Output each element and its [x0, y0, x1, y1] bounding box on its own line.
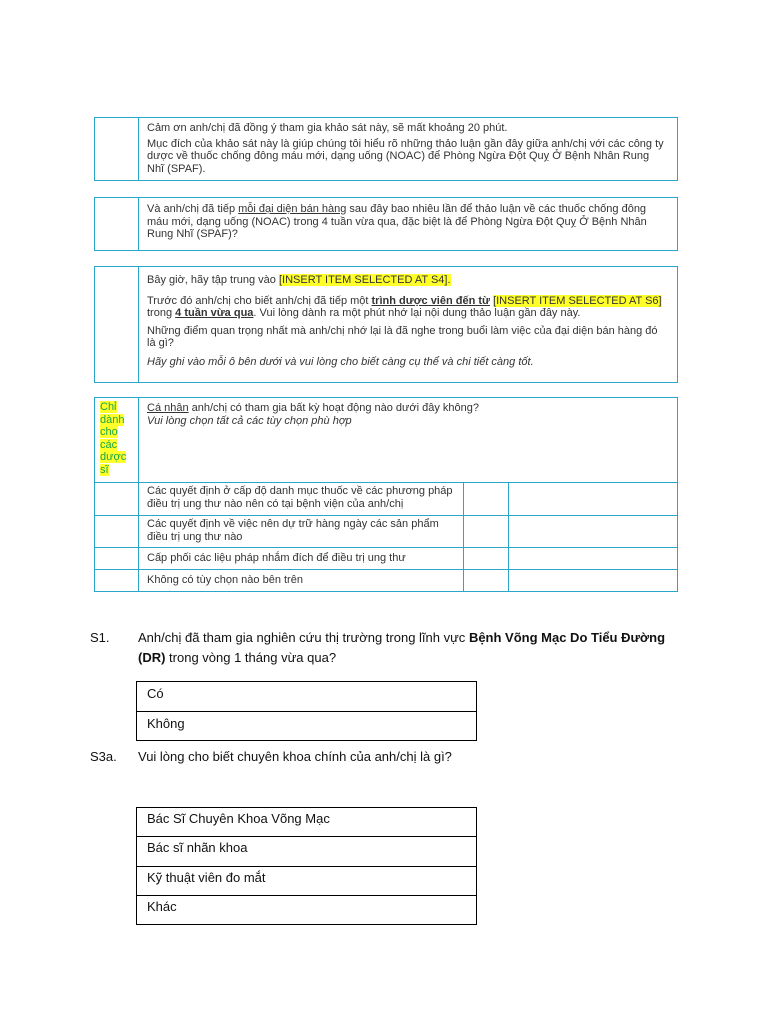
focus-text	[147, 274, 667, 368]
option-formulary: Các quyết định ở cấp độ danh mục thuốc về các phương pháp điều trị ung thư nào nên có tại bệnh viện của anh/chị	[147, 485, 453, 510]
rep-visits-question	[147, 203, 667, 241]
row-divider	[95, 515, 677, 516]
focus-p4: Hãy ghi vào mỗi ô bên dưới và vui lòng cho biết càng cụ thể và chi tiết càng tốt.	[147, 355, 534, 368]
intro-line2: Mục đích của khảo sát này là giúp chúng tôi hiểu rõ những thảo luận gần đây giữa anh/chị với các công ty dược về thuốc chống đông máu mới, dạng uống (NOAC) để Phòng Ngừa Đột Quỵ Ở Bệnh Nhân Rung Nhĩ (SPAF).	[147, 137, 664, 175]
focus-p2-pre: Trước đó anh/chị cho biết anh/chị đã tiếp một	[147, 294, 372, 307]
s1-code: S1.	[90, 630, 110, 645]
checkbox-cell[interactable]	[464, 548, 508, 569]
pharmacist-instruction: Vui lòng chọn tất cả các tùy chọn phù hợp	[147, 414, 352, 427]
rep-visits-pre: Và anh/chị đã tiếp	[147, 203, 239, 215]
focus-p1	[147, 274, 667, 287]
checkbox-cell[interactable]	[464, 516, 508, 547]
rep-visits-box-margin	[95, 198, 139, 250]
s1-option-no[interactable]: Không	[147, 716, 185, 731]
pharmacist-q-rest: anh/chị có tham gia bất kỳ hoạt động nào dưới đây không?	[188, 402, 479, 414]
s3a-option-other[interactable]: Khác	[147, 899, 177, 914]
focus-box-margin	[95, 267, 139, 382]
s3a-option-optometrist[interactable]: Kỹ thuật viên đo mắt	[137, 867, 476, 896]
rep-visits-box	[94, 197, 678, 251]
s1-options-table	[136, 681, 477, 741]
checkbox-cell[interactable]	[464, 570, 508, 591]
focus-p1-pre: Bây giờ, hãy tập trung vào	[147, 274, 279, 286]
intro-box-margin	[95, 118, 139, 180]
pharmacist-q-underlined: Cá nhân	[147, 402, 189, 414]
pharmacist-question-line	[147, 402, 667, 415]
col-divider	[508, 482, 509, 591]
option-none: Không có tùy chọn nào bên trên	[147, 574, 303, 586]
pharmacist-box	[94, 397, 678, 592]
s1-post: trong vòng 1 tháng vừa qua?	[165, 650, 337, 665]
rep-visits-post: sau đây bao nhiêu lần để thảo luận về các thuốc chống đông máu mới, dạng uống (NOAC) trong 4 tuần vừa qua, đặc biệt là để Phòng Ngừa Đột Quỵ Ở Bệnh Nhân Rung Nhĩ (SPAF)?	[147, 203, 647, 240]
focus-box	[94, 266, 678, 383]
insert-s4-placeholder: [INSERT ITEM SELECTED AT S4].	[278, 274, 451, 286]
pharmacist-only-label: Chỉ dành cho các dược sĩ	[100, 401, 127, 476]
s3a-question: Vui lòng cho biết chuyên khoa chính của anh/chị là gì?	[138, 749, 452, 764]
intro-box	[94, 117, 678, 181]
insert-s6-placeholder: [INSERT ITEM SELECTED AT S6]	[493, 294, 662, 307]
checkbox-cell[interactable]	[464, 483, 508, 515]
focus-p2	[147, 295, 667, 320]
s3a-option-retina[interactable]: Bác Sĩ Chuyên Khoa Võng Mạc	[137, 808, 476, 837]
s1-question	[138, 628, 678, 668]
option-dispensing: Cấp phối các liệu pháp nhắm đích để điều trị ung thư	[147, 552, 406, 564]
focus-p3: Những điểm quan trọng nhất mà anh/chị nhớ lại là đã nghe trong buổi làm việc của đại diện bán hàng đó là gì?	[147, 324, 658, 349]
row-divider	[95, 482, 677, 483]
focus-p2-bold: trình dược viên đến từ	[371, 294, 490, 307]
focus-p2-bold2: 4 tuần vừa qua	[175, 307, 254, 319]
s1-option-yes[interactable]: Có	[137, 682, 476, 712]
rep-visits-underlined: mỗi đại diện bán hàng	[238, 203, 347, 215]
intro-line1: Cảm ơn anh/chị đã đồng ý tham gia khảo sát này, sẽ mất khoảng 20 phút.	[147, 122, 508, 134]
row-divider	[95, 547, 677, 548]
s1-pre: Anh/chị đã tham gia nghiên cứu thị trường trong lĩnh vực	[138, 630, 469, 645]
s1-bold-abbr: (DR)	[138, 650, 166, 665]
intro-text	[147, 122, 667, 175]
focus-p2-post: . Vui lòng dành ra một phút nhớ lại nội dung thảo luận gần đây này.	[253, 307, 581, 319]
focus-p2-mid: trong	[147, 307, 176, 319]
option-stocking: Các quyết định về việc nên dự trữ hàng ngày các sản phẩm điều trị ung thư nào	[147, 518, 439, 543]
row-divider	[95, 569, 677, 570]
s3a-options-table	[136, 807, 477, 925]
pharmacist-side-label	[100, 401, 130, 476]
s3a-code: S3a.	[90, 749, 117, 764]
s3a-option-ophthalmologist[interactable]: Bác sĩ nhãn khoa	[137, 837, 476, 867]
pharmacist-question	[147, 402, 667, 427]
s1-bold-dr: Bệnh Võng Mạc Do Tiểu Đường	[468, 630, 666, 645]
